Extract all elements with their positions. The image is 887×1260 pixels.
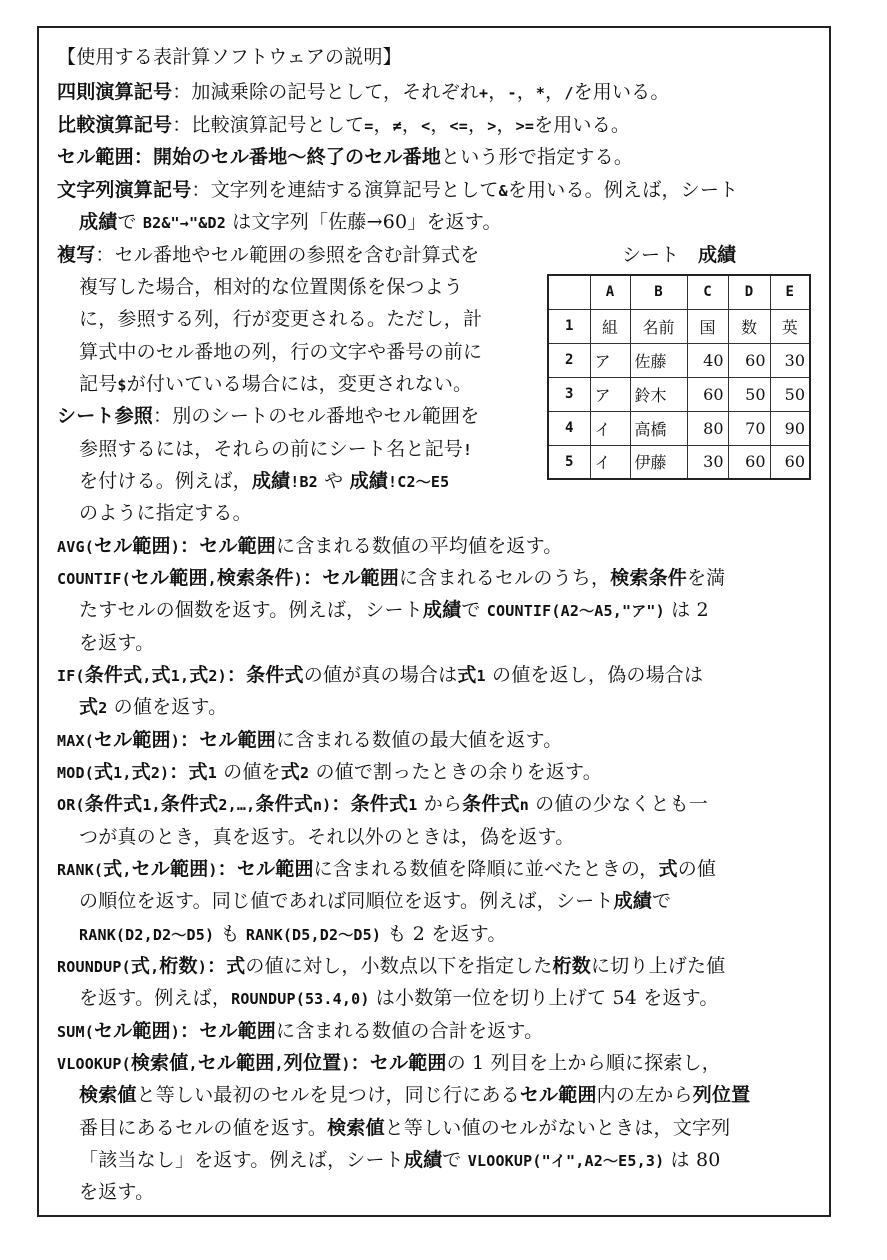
sheet-cell: 50 (770, 377, 810, 411)
sheet-caption (548, 242, 810, 268)
plain-text: ：比較演算記号として (172, 114, 365, 136)
code-text: - (507, 84, 517, 102)
code-text: 1, (113, 764, 132, 782)
term-text: セル範囲 (197, 1052, 275, 1074)
code-text: RANK(D2,D2～D5) (79, 926, 215, 944)
body-line (79, 468, 449, 495)
term-text: 条件式 (462, 793, 520, 815)
term-text: ： (179, 1020, 200, 1042)
body-line (79, 921, 507, 948)
plain-text: を付ける。例えば， (79, 470, 252, 492)
body-line (57, 177, 738, 204)
body-line (79, 306, 482, 332)
plain-text: を用いる。 (573, 81, 670, 103)
code-text: B2&"→"&D2 (142, 214, 226, 232)
term-text: ： (302, 567, 323, 589)
sheet-cell: 高橋 (630, 411, 687, 445)
body-line (57, 242, 479, 268)
term-text: セル範囲 (236, 858, 314, 880)
plain-text: の 1 列目を上から順に探索し， (446, 1052, 721, 1074)
plain-text: ， (468, 114, 488, 136)
plain-text: の順位を返す。同じ値であれば同順位を返す。例えば，シート (79, 890, 614, 912)
plain-text: 番目にあるセルの値を返す。 (79, 1117, 328, 1139)
term-text: ： (179, 729, 200, 751)
sheet-cell: 名前 (630, 309, 687, 343)
term-text: 文字列演算記号 (57, 179, 192, 201)
row-number: 3 (548, 377, 590, 411)
term-text: セル範囲 (57, 146, 134, 168)
term-text: 検索値 (79, 1084, 137, 1106)
term-text: セル範囲 (199, 535, 276, 557)
column-header: C (687, 275, 728, 309)
term-text: 式 (93, 761, 114, 783)
plain-text: ， (488, 81, 508, 103)
plain-text: ：セル番地やセル範囲の参照を含む計算式を (95, 244, 480, 266)
code-text: COUNTIF(A2～A5,"ア") (486, 602, 665, 620)
sheet-cell: 伊藤 (630, 445, 687, 479)
sheet-cell: 鈴木 (630, 377, 687, 411)
code-text: 2,…, (218, 796, 256, 814)
term-text: 複写 (57, 244, 96, 266)
code-text: , (122, 861, 132, 879)
sheet-cell: 50 (728, 377, 770, 411)
column-header: A (590, 275, 630, 309)
sheet-cell: 英 (770, 309, 810, 343)
body-line (57, 1050, 721, 1077)
term-text: セル範囲 (93, 1020, 171, 1042)
term-text: 式 (226, 955, 246, 977)
sheet-row (548, 377, 810, 411)
code-text: VLOOKUP("イ",A2～E5,3) (467, 1152, 665, 1170)
plain-text: たすセルの個数を返す。例えば，シート (79, 599, 423, 621)
code-text: RANK(D5,D2～D5) (245, 926, 382, 944)
body-line (57, 112, 630, 139)
column-header: E (770, 275, 810, 309)
sheet-cell: 70 (728, 411, 770, 445)
body-line (57, 791, 708, 818)
plain-text: で (117, 211, 143, 233)
term-text: 検索条件 (610, 567, 687, 589)
row-number: 1 (548, 309, 590, 343)
plain-text: ， (430, 114, 450, 136)
term-text: 式 (151, 664, 171, 686)
body-line (57, 1018, 543, 1045)
plain-text: つが真のとき，真を返す。それ以外のときは，偽を返す。 (79, 826, 575, 848)
sheet-table (547, 274, 811, 480)
code-text: 1 (408, 796, 418, 814)
code-text: & (498, 182, 508, 200)
term-text: 列位置 (692, 1084, 751, 1106)
sheet-cell: イ (590, 411, 630, 445)
body-line (79, 209, 502, 236)
body-line (57, 856, 716, 883)
sheet-row (548, 343, 810, 377)
body-line (57, 565, 725, 592)
code-text: 2) (208, 667, 227, 685)
term-text: 条件式 (255, 793, 313, 815)
code-text: ! (463, 441, 473, 459)
body-line (79, 274, 463, 300)
plain-text: を返す。例えば， (79, 987, 232, 1009)
term-text: 式 (188, 761, 208, 783)
term-text: セル範囲 (131, 858, 209, 880)
plain-text: 参照するには，それらの前にシート名と記号 (79, 438, 464, 460)
plain-text: 内の左から (596, 1084, 693, 1106)
sheet-row (548, 309, 810, 343)
plain-text: ：文字列を連結する演算記号として (191, 179, 499, 201)
term-text: 式 (79, 696, 99, 718)
plain-text: の値に対し，小数点以下を指定した (245, 955, 553, 977)
plain-text: に含まれる数値の平均値を返す。 (276, 535, 563, 557)
plain-text: の値を返し，偽の場合は (485, 664, 704, 686)
plain-text: 「該当なし」を返す。例えば，シート (79, 1149, 404, 1171)
term-text: 式 (457, 664, 477, 686)
code-text: VLOOKUP( (57, 1055, 131, 1073)
body-line (79, 597, 709, 624)
term-text: セル範囲 (93, 729, 171, 751)
plain-text: の値が真の場合は (303, 664, 458, 686)
column-header: B (630, 275, 687, 309)
code-text: ) (197, 958, 207, 976)
code-text: ) (341, 1055, 351, 1073)
code-text: IF( (57, 667, 85, 685)
code-text: ≠ (392, 117, 402, 135)
sheet-cell: ア (590, 377, 630, 411)
plain-text: に切り上げた値 (590, 955, 726, 977)
sheet-cell: ア (590, 343, 630, 377)
plain-text: 複写した場合，相対的な位置関係を保つよう (79, 276, 464, 298)
code-text: ) (170, 1023, 180, 1041)
row-number: 2 (548, 343, 590, 377)
code-text: , (142, 667, 152, 685)
code-text: / (564, 84, 574, 102)
code-text: 1, (142, 796, 161, 814)
sheet-cell: 30 (770, 343, 810, 377)
term-text: セル範囲 (369, 1052, 447, 1074)
term-text: 式 (280, 761, 300, 783)
term-text: 式 (130, 955, 151, 977)
body-line (79, 339, 482, 365)
code-text: > (487, 117, 497, 135)
sheet-cell: 佐藤 (630, 343, 687, 377)
body-line (57, 662, 703, 689)
plain-text: ， (516, 81, 536, 103)
code-text: ) (170, 538, 180, 556)
plain-text: の値を返す。 (107, 696, 228, 718)
term-text: 成績 (422, 599, 462, 621)
code-text: ) (293, 570, 303, 588)
plain-text: から (417, 793, 463, 815)
sheet-caption-label: シート (621, 244, 679, 266)
plain-text: で (442, 1149, 468, 1171)
body-line (79, 1115, 730, 1141)
code-text: MOD( (57, 764, 94, 782)
plain-text: も (214, 923, 246, 945)
body-line (57, 144, 633, 170)
code-text: $ (117, 376, 127, 394)
term-text: 検索条件 (216, 567, 294, 589)
term-text: ： (331, 793, 351, 815)
plain-text: の値の少なくとも一 (528, 793, 708, 815)
plain-text: と等しい最初のセルを見つけ，同じ行にある (136, 1084, 520, 1106)
term-text: 式 (103, 858, 123, 880)
term-text: 式 (189, 664, 209, 686)
term-text: 四則演算記号 (57, 81, 173, 103)
sheet-cell: 数 (728, 309, 770, 343)
plain-text: を返す。 (79, 1181, 155, 1203)
term-text: 成績 (251, 470, 291, 492)
term-text: 式 (658, 858, 678, 880)
code-text: * (535, 84, 546, 102)
plain-text: は小数第一位を切り上げて 54 を返す。 (369, 987, 719, 1009)
code-text: 2) (150, 764, 170, 782)
body-line (79, 436, 472, 463)
sheet-cell: 60 (770, 445, 810, 479)
sheet-cell: 90 (770, 411, 810, 445)
sheet-cell: 組 (590, 309, 630, 343)
plain-text: は 2 (664, 599, 709, 621)
plain-text: に含まれる数値の合計を返す。 (276, 1020, 544, 1042)
plain-text: のように指定する。 (79, 502, 252, 524)
code-text: <= (449, 117, 468, 135)
code-text: ROUNDUP( (57, 958, 131, 976)
term-text: ： (350, 1052, 370, 1074)
code-text: MAX( (57, 732, 94, 750)
column-header: D (728, 275, 770, 309)
sheet-cell: 30 (687, 445, 728, 479)
plain-text: の値 (677, 858, 717, 880)
term-text: 条件式 (84, 664, 143, 686)
plain-text: を満 (686, 567, 726, 589)
code-text: !C2～E5 (388, 473, 450, 491)
plain-text: ， (373, 114, 393, 136)
term-text: セル範囲 (519, 1084, 597, 1106)
term-text: 条件式 (84, 793, 143, 815)
code-text: , (188, 1055, 198, 1073)
term-text: セル範囲 (93, 535, 171, 557)
term-text: 桁数 (552, 955, 591, 977)
plain-text: を返す。 (79, 632, 155, 654)
term-text: 検索値 (130, 1052, 189, 1074)
term-text: 列位置 (283, 1052, 342, 1074)
plain-text: 算式中のセル番地の列，行の文字や番号の前に (79, 341, 483, 363)
plain-text: は 80 (664, 1149, 721, 1171)
term-text: 条件式 (246, 664, 304, 686)
plain-text: ， (401, 114, 422, 136)
plain-text: 記号 (79, 373, 118, 395)
code-text: ) (208, 861, 218, 879)
body-line (57, 727, 562, 754)
plain-text: が付いている場合には，変更されない。 (126, 373, 473, 395)
sheet-cell: 60 (728, 445, 770, 479)
code-text: = (364, 117, 374, 135)
body-line (79, 371, 472, 398)
row-number: 4 (548, 411, 590, 445)
sheet-cell: 80 (687, 411, 728, 445)
document-heading: 【使用する表計算ソフトウェアの説明】 (57, 46, 402, 68)
term-text: ： (169, 761, 189, 783)
code-text: , (207, 570, 217, 588)
code-text: 2 (98, 699, 108, 717)
row-number: 5 (548, 445, 590, 479)
sheet-row (548, 411, 810, 445)
plain-text: の値を (216, 761, 281, 783)
term-text: ： (179, 535, 200, 557)
term-text: セル範囲 (322, 567, 399, 589)
body-line (79, 985, 719, 1012)
code-text: < (421, 117, 431, 135)
term-text: セル範囲 (199, 1020, 276, 1042)
body-line (79, 694, 227, 721)
code-text: , (150, 958, 160, 976)
code-text: >= (515, 117, 535, 135)
plain-text: や (317, 470, 350, 492)
term-text: ： (217, 858, 237, 880)
body-line (57, 953, 725, 980)
body-line (79, 1082, 750, 1108)
code-text: ROUNDUP(53.4,0) (231, 990, 370, 1008)
term-text: 比較演算記号 (57, 114, 173, 136)
code-text: n (519, 796, 529, 814)
body-line (57, 79, 670, 106)
code-text: 1, (170, 667, 190, 685)
body-line (57, 403, 479, 429)
code-text: COUNTIF( (57, 570, 131, 588)
term-text: ： (226, 664, 247, 686)
term-text: 桁数 (159, 955, 198, 977)
body-line (79, 630, 154, 656)
code-text: SUM( (57, 1023, 94, 1041)
plain-text: ：別のシートのセル番地やセル範囲を (153, 405, 480, 427)
plain-text: に，参照する列，行が変更される。ただし，計 (79, 308, 483, 330)
body-line (79, 1147, 721, 1174)
sheet-corner-cell (548, 275, 590, 309)
plain-text: に含まれる数値を降順に並べたときの， (313, 858, 659, 880)
sheet-cell: 60 (687, 377, 728, 411)
code-text: !B2 (290, 473, 318, 491)
term-text: 検索値 (327, 1117, 385, 1139)
sheet-cell: 60 (728, 343, 770, 377)
term-text: シート参照 (57, 405, 154, 427)
code-text: ) (170, 732, 180, 750)
code-text: + (479, 84, 489, 102)
plain-text: で (461, 599, 487, 621)
body-line (79, 824, 574, 850)
plain-text: を用いる。例えば，シート (507, 179, 739, 201)
body-line (57, 759, 602, 786)
term-text: 成績 (613, 890, 652, 912)
plain-text: は文字列「佐藤→60」を返す。 (225, 211, 502, 233)
term-text: セル範囲 (130, 567, 208, 589)
term-text: 条件式 (160, 793, 219, 815)
plain-text: に含まれる数値の最大値を返す。 (276, 729, 563, 751)
term-text: 成績 (403, 1149, 443, 1171)
sheet-header-row (548, 275, 810, 309)
term-text: 成績 (79, 211, 118, 233)
body-line (79, 1179, 154, 1205)
term-text: 成績 (349, 470, 389, 492)
plain-text: という形で指定する。 (441, 146, 634, 168)
plain-text: ， (496, 114, 516, 136)
sheet-row (548, 445, 810, 479)
body-line (79, 888, 671, 914)
plain-text: の値で割ったときの余りを返す。 (309, 761, 602, 783)
plain-text: で (651, 890, 672, 912)
sheet-cell: 40 (687, 343, 728, 377)
code-text: AVG( (57, 538, 94, 556)
code-text: 1 (476, 667, 486, 685)
code-text: , (274, 1055, 284, 1073)
sheet-caption-name: 成績 (698, 244, 737, 266)
plain-text: と等しい値のセルがないときは，文字列 (384, 1117, 731, 1139)
term-text: ： (206, 955, 227, 977)
body-line (79, 500, 252, 526)
term-text: セル範囲 (199, 729, 276, 751)
body-line (57, 533, 562, 560)
plain-text: ：加減乗除の記号として，それぞれ (172, 81, 480, 103)
code-text: 2 (299, 764, 310, 782)
plain-text: も 2 を返す。 (381, 923, 507, 945)
plain-text: に含まれるセルのうち， (398, 567, 611, 589)
sheet-cell: 国 (687, 309, 728, 343)
plain-text: ， (545, 81, 565, 103)
sheet-cell: イ (590, 445, 630, 479)
term-text: 式 (131, 761, 151, 783)
code-text: n) (312, 796, 332, 814)
code-text: 1 (207, 764, 217, 782)
term-text: ：開始のセル番地～終了のセル番地 (133, 146, 442, 168)
code-text: OR( (57, 796, 85, 814)
plain-text: を用いる。 (534, 114, 631, 136)
code-text: RANK( (57, 861, 104, 879)
term-text: 条件式 (350, 793, 409, 815)
